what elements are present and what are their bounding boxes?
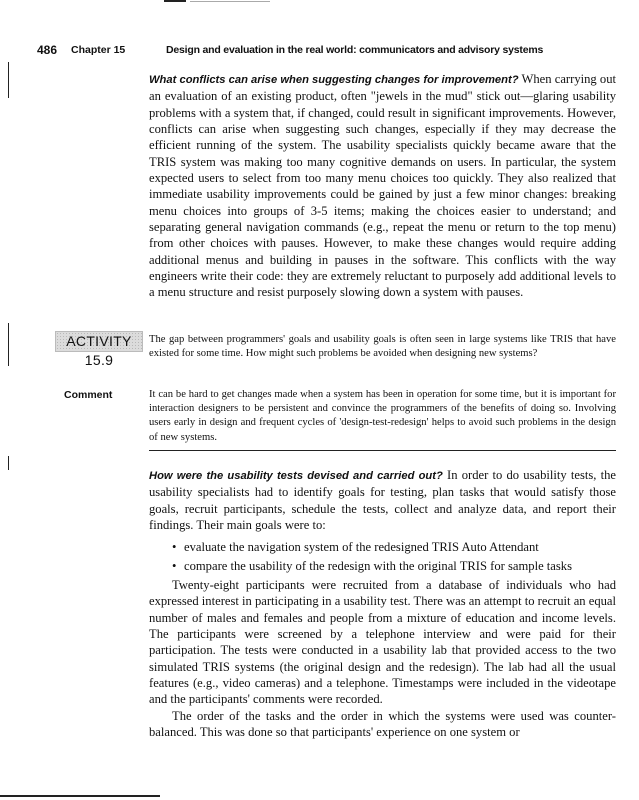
paragraph-counterbalance: The order of the tasks and the order in which the systems were used was counter-balanced. This was done so that participants' experience on one system or: [149, 709, 616, 740]
goals-list: [172, 538, 616, 576]
top-rule-thin: [190, 1, 270, 2]
paragraph-participants: Twenty-eight participants were recruited from a database of individuals who had expressed interest in participating in a usability test. There was an attempt to recruit an equal number of males and females and people from a mixture of education and income levels. The participants were screened by a telephone interview and were paid for their participation. The tests were conducted in a usability lab that provided access to the two simulated TRIS systems (the original design and the redesign). The lab had all the usual features (e.g., video cameras) and a telephone. Timestamps were included in the videotape and the participants' comments were recorded.: [149, 578, 616, 707]
margin-bar: [8, 456, 9, 470]
comment-label: Comment: [64, 389, 113, 401]
paragraph-usability-tests: [149, 467, 616, 533]
comment-divider: [149, 450, 616, 451]
top-rule: [164, 0, 186, 2]
activity-text: The gap between programmers' goals and usability goals is often seen in large systems like TRIS that have existed for some time. How might such problems be avoided when designing new systems?: [149, 334, 616, 360]
section-lead-conflicts: What conflicts can arise when suggesting changes for improvement?: [149, 74, 519, 86]
list-item: • compare the usability of the redesign with the original TRIS for sample tasks: [172, 557, 616, 576]
comment-text: It can be hard to get changes made when a system has been in operation for some time, but it is important for interaction designers to be persistent and convince the programmers of the benefits of doing so. Involving users early in design and frequent cycles of 'design-test-redesign' helps to avoid such problems in the design of new systems.: [149, 389, 616, 443]
margin-bar: [8, 62, 9, 98]
section-lead-usability-tests: How were the usability tests devised and carried out?: [149, 470, 443, 482]
activity-badge: ACTIVITY 15.9: [55, 331, 143, 352]
running-title: Design and evaluation in the real world: communicators and advisory systems: [166, 44, 544, 56]
bottom-rule: [0, 795, 160, 797]
chapter-label: Chapter 15: [71, 44, 126, 56]
paragraph-conflicts: [149, 71, 616, 301]
list-item: • evaluate the navigation system of the redesigned TRIS Auto Attendant: [172, 538, 616, 557]
margin-bar: [8, 323, 9, 366]
paragraph-body: When carrying out an evaluation of an existing product, often "jewels in the mud" stick out—glaring usability problems with a system that, if changed, could result in significant improvements. However, conflicts can arise when suggesting such changes, especially if they may decrease the efficient running of the system. The usability specialists quickly became aware that the TRIS system was making too many cognitive demands on users. In particular, the system expected users to select from too many menu choices too quickly. They also realized that immediate usability improvements could be gained by just a few minor changes: breaking menu choices into groups of 3-5 items; making the choices easier to understand; and separating general navigation commands (e.g., repeat the menu or return to the top menu) from other choices with pauses. However, to make these changes would require adding additional menus and building in pauses in the software. This conflicts with the way engineers write their code: they are extremely reluctant to purposely add additional levels to a menu structure and resist purposely slowing down a system with pauses.: [149, 72, 616, 300]
paragraph-body: In order to do usability tests, the usability specialists had to identify goals for testing, plan tasks that would satisfy those goals, recruit participants, schedule the tests, collect and analyze data, and report their findings. Their main goals were to:: [149, 468, 616, 533]
page-number: 486: [37, 43, 58, 57]
